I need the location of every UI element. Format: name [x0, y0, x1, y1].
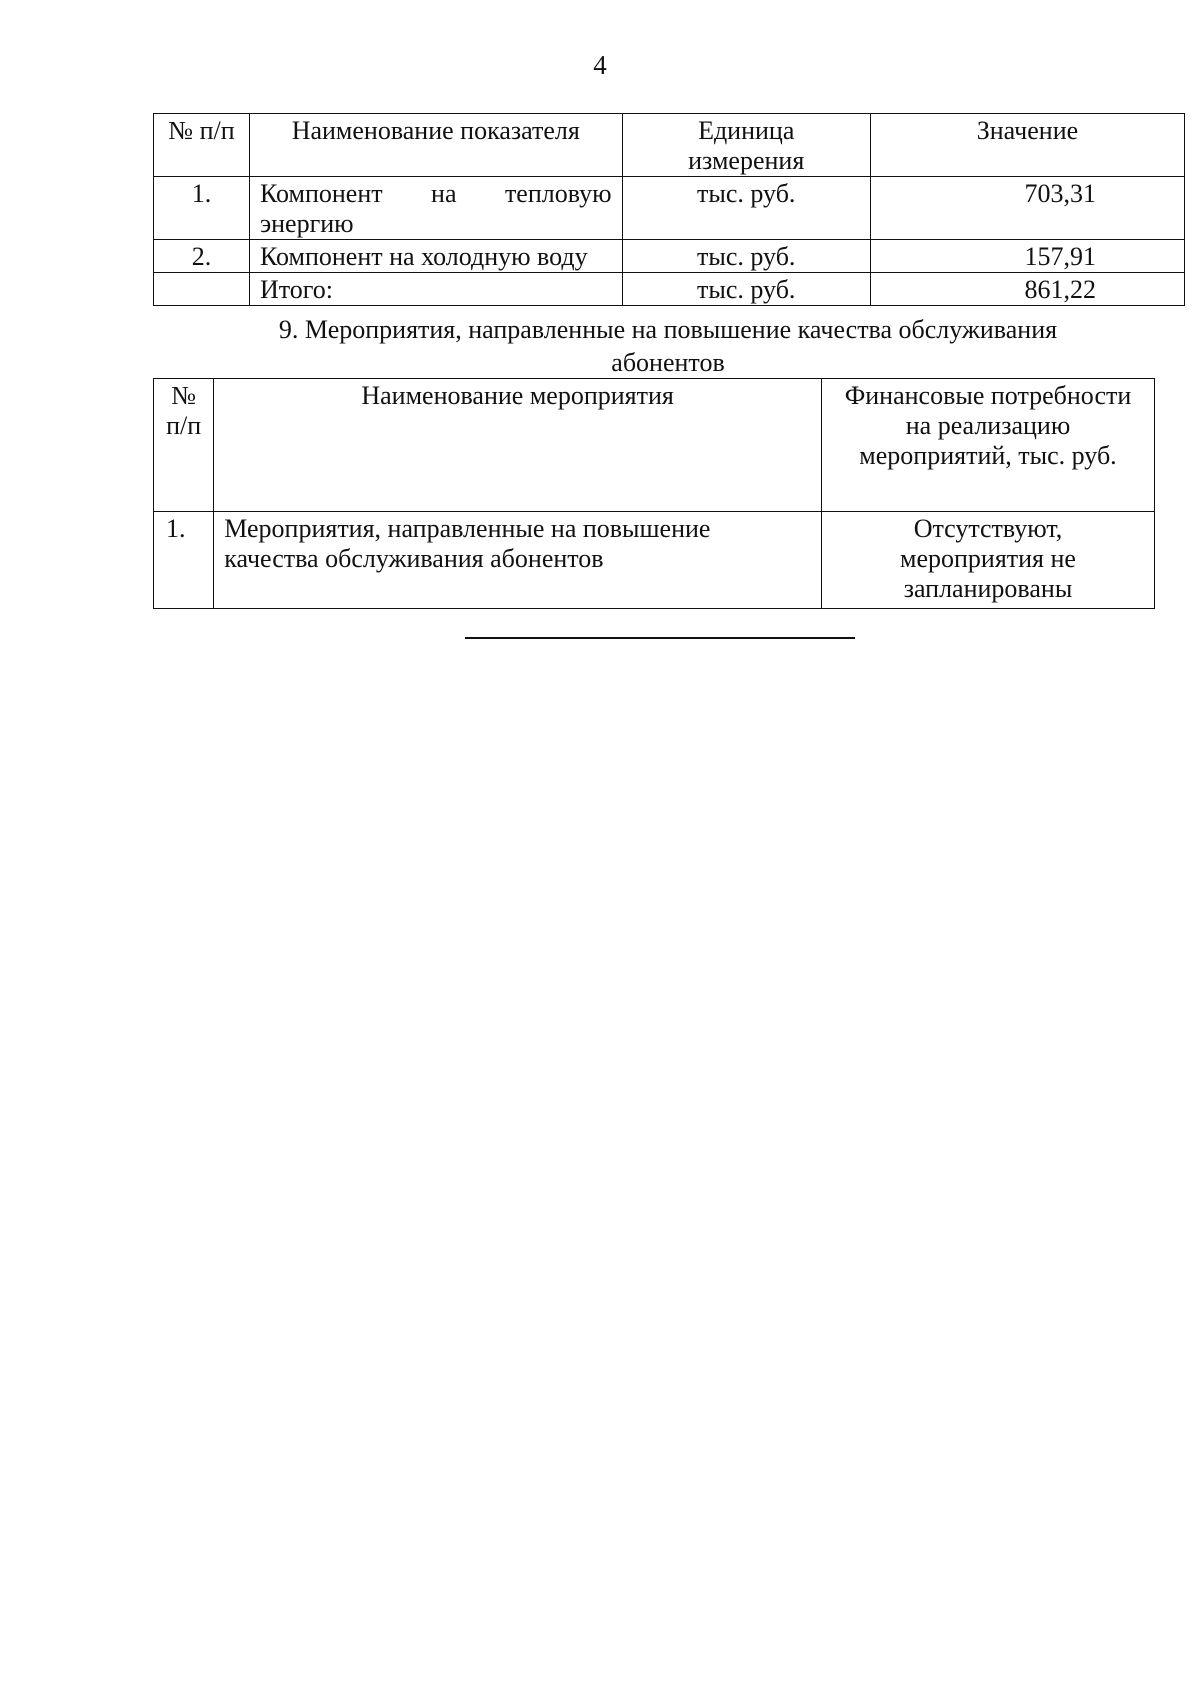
table-row — [154, 177, 1185, 240]
row-name-text: Мероприятия, направленные на повышение качества обслуживания абонентов — [224, 514, 711, 573]
header-name: Наименование мероприятия — [214, 379, 822, 512]
header-name: Наименование показателя — [249, 114, 622, 177]
row-name-text: Компонент на тепловую энергию — [259, 179, 612, 238]
header-num-text: № п/п — [168, 116, 235, 145]
row-value: 861,22 — [870, 273, 1184, 306]
row-value: 157,91 — [870, 240, 1184, 273]
row-name — [214, 512, 822, 609]
row-unit: тыс. руб. — [622, 177, 870, 240]
section-title — [153, 313, 1183, 379]
header-value: Значение — [870, 114, 1184, 177]
table-header-row — [154, 379, 1155, 512]
closing-rule — [465, 637, 855, 639]
row-num: 1. — [154, 177, 250, 240]
header-unit-text: Единица измерения — [688, 116, 805, 175]
table-row — [154, 240, 1185, 273]
page-number: 4 — [593, 50, 607, 80]
row-num — [154, 273, 250, 306]
section-title-text: 9. Мероприятия, направленные на повышение качества обслуживания абонентов — [278, 315, 1058, 377]
row-finance — [822, 512, 1155, 609]
header-finance — [822, 379, 1155, 512]
row-unit: тыс. руб. — [622, 273, 870, 306]
row-name — [249, 177, 622, 240]
header-finance-text: Финансовые потребности на реализацию мероприятий, тыс. руб. — [844, 381, 1132, 470]
row-unit: тыс. руб. — [622, 240, 870, 273]
header-num — [154, 114, 250, 177]
table-row — [154, 512, 1155, 609]
header-unit — [622, 114, 870, 177]
header-num-text: № п/п — [166, 381, 202, 440]
indicators-table — [153, 113, 1185, 306]
header-num — [154, 379, 214, 512]
table-row-total — [154, 273, 1185, 306]
measures-table — [153, 378, 1155, 609]
row-num: 2. — [154, 240, 250, 273]
row-num: 1. — [154, 512, 214, 609]
row-name: Итого: — [249, 273, 622, 306]
table-header-row — [154, 114, 1185, 177]
row-name: Компонент на холодную воду — [249, 240, 622, 273]
row-finance-text: Отсутствуют, мероприятия не запланированы — [900, 514, 1076, 603]
row-value: 703,31 — [870, 177, 1184, 240]
